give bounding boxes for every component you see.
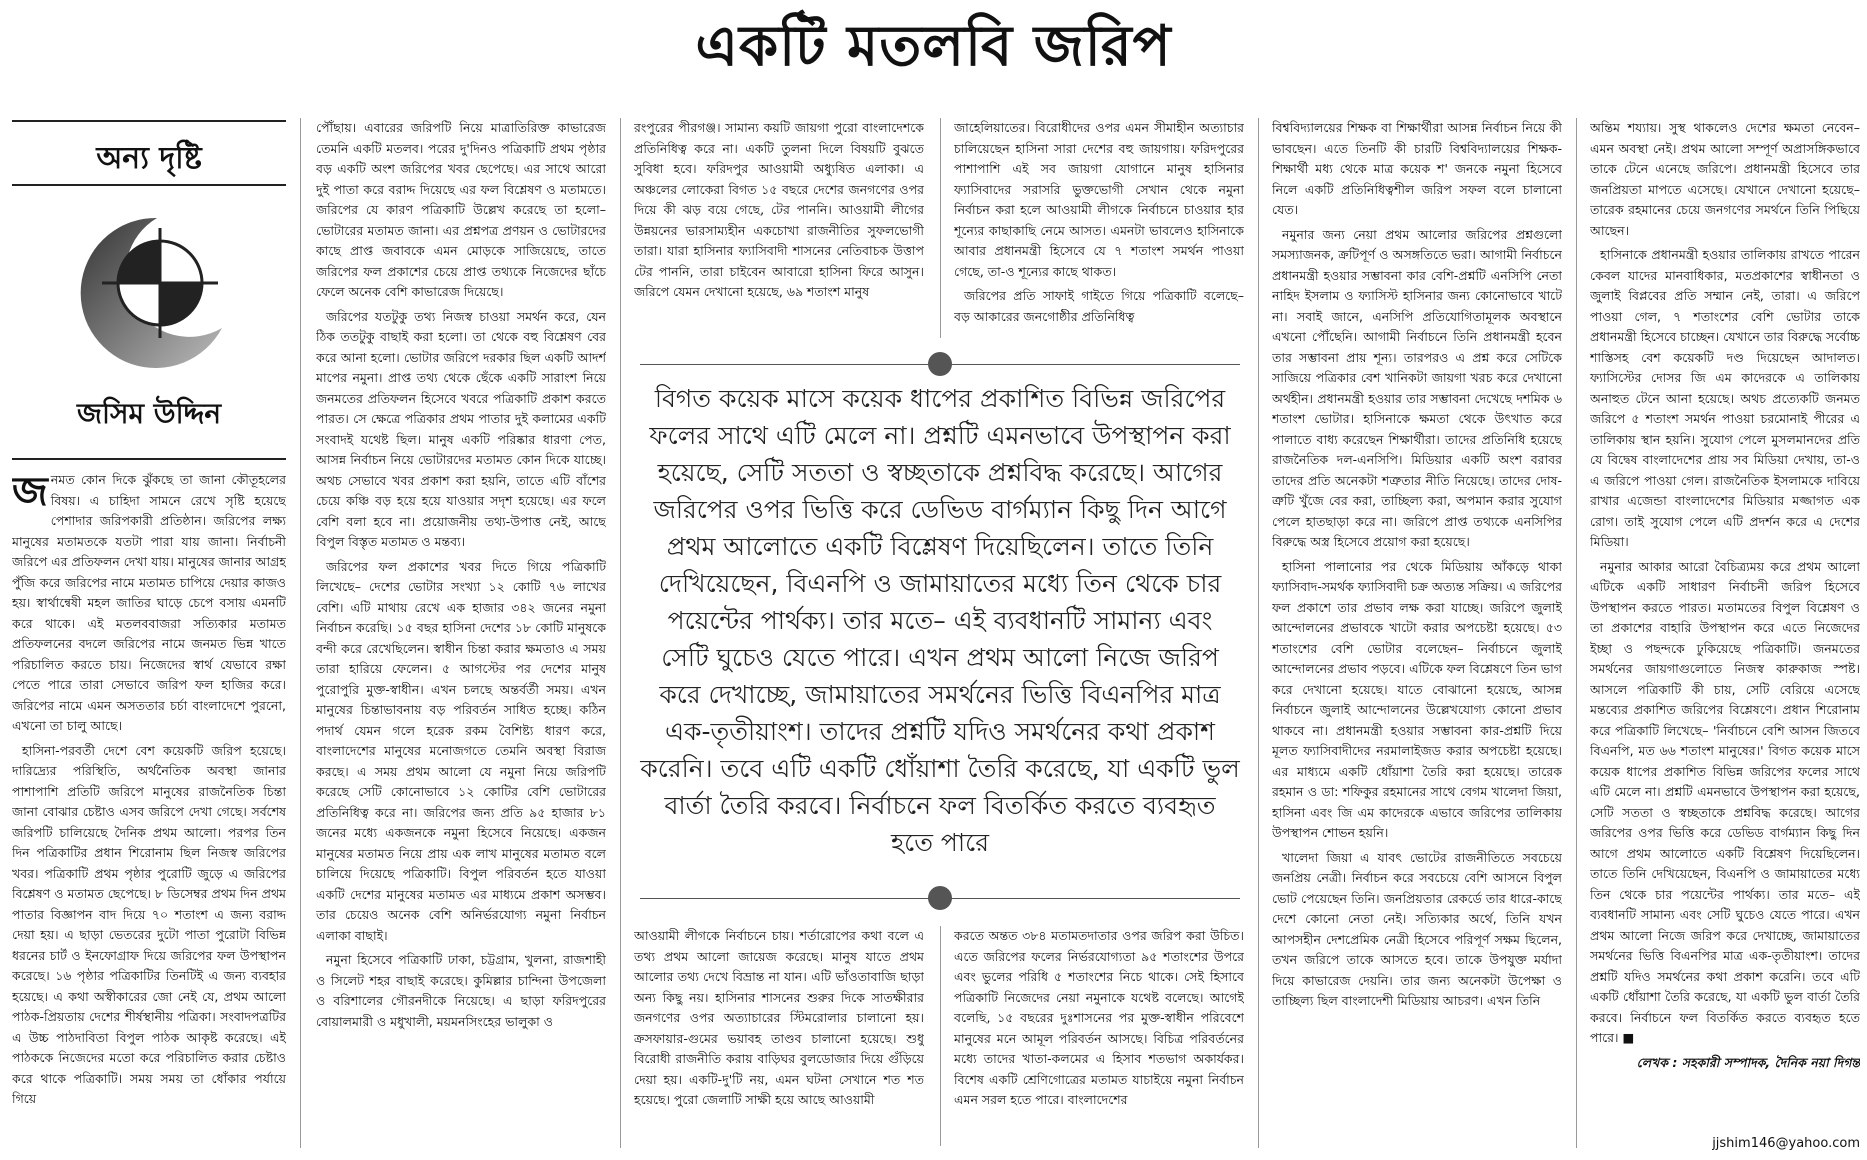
paragraph: অন্তিম শয্যায়। সুস্থ থাকলেও দেশের ক্ষমতা নেবেন– এমন অবস্থা নেই। প্রথম আলো সম্পূর্ণ অপ্রাসঙ্গিকভাবে তাকে টেনে এনেছে জরিপে। প্রধানমন্ত্রী হিসেবে তার জনপ্রিয়তা মাপতে এসেছে। যেখানে দেখানো হয়েছে– তারেক রহমানের চেয়ে জনগণের সমর্থনে তিনি পিছিয়ে আছেন।: [1590, 120, 1860, 238]
paragraph: জরিপের প্রতি সাফাই গাইতে গিয়ে পত্রিকাটি বলেছে– বড় আকারের জনগোষ্ঠীর প্রতিনিধিত্ব: [954, 288, 1244, 324]
byline-box: [12, 120, 286, 460]
paragraph: পৌঁছায়। এবারের জরিপটি নিয়ে মাত্রাতিরিক্ত কাভারেজ তেমনি একটি মতলব। পরের দু'দিনও পত্রিকাটি প্রথম পৃষ্ঠার বড় একটি অংশ জরিপের খবর ছেপেছে। এর সাথে আরো দুই পাতা করে বরাদ্দ দিয়েছে এর ফল বিশ্লেষণ ও মতামতে। জরিপের যে কারণ পত্রিকাটি উল্লেখ করেছে তা হলো– ভোটারের মতামত জানা। এর প্রশ্নপত্র প্রণয়ন ও ভোটারদের কাছে প্রাপ্ত জবাবকে এমন মোড়কে সাজিয়েছে, তাতে জরিপের ফল প্রকাশের চেয়ে প্রাপ্ত তথ্যকে নিজেদের ছাঁচে ফেলে অনেক বেশি কাভারেজ দিয়েছে।: [316, 120, 606, 299]
column-1: [12, 470, 286, 1140]
column-rule: [1576, 118, 1577, 1148]
paragraph: হাসিনা পালানোর পর থেকে মিডিয়ায় আঁকড়ে থাকা ফ্যাসিবাদ-সমর্থক ফ্যাসিবাদী চক্র অত্যন্ত সক্রিয়। এ জরিপের ফল প্রকাশে তার প্রভাব লক্ষ করা যাচ্ছে। জরিপে জুলাই আন্দোলনের প্রভাবকে খাটো করার অপচেষ্টা হয়েছে। ৫৩ শতাংশের বেশি ভোটার বলেছেন– নির্বাচনে জুলাই আন্দোলনের প্রভাব পড়বে। এটিকে ফল বিশ্লেষণে তিন ভাগ করে দেখানো হয়েছে। যাতে বোঝানো হয়েছে, আসন্ন নির্বাচনে জুলাই আন্দোলনের উল্লেখযোগ্য কোনো প্রভাব থাকবে না। প্রধানমন্ত্রী হওয়ার সম্ভাবনা কার-প্রশ্নটি দিয়ে মূলত ফ্যাসিবাদীদের নরমালাইজড করার অপচেষ্টা হয়েছে। এর মাধ্যমে একটি ধোঁয়াশা তৈরি করা হয়েছে। তারেক রহমান ও ডা: শফিকুর রহমানের সাথে বেগম খালেদা জিয়া, হাসিনা এবং জি এম কাদেরকে এভাবে জরিপের তালিকায় উপস্থাপন শোভন হয়নি।: [1272, 558, 1562, 840]
paragraph: নমুনার আকার আরো বৈচিত্র্যময় করে প্রথম আলো এটিকে একটি সাধারণ নির্বাচনী জরিপ হিসেবে উপস্থাপন করতে পারত। মতামতের বিপুল বিশ্লেষণ ও তা প্রকাশের বাহারি উপস্থাপন করে এতে নিজেদের ইচ্ছা ও পছন্দকে ঢুকিয়েছে পত্রিকাটি। জনমতের সমর্থনের জায়গাগুলোতে নিজস্ব কারুকাজ স্পষ্ট। আসলে পত্রিকাটি কী চায়, সেটি বেরিয়ে এসেছে মন্তব্যের প্রকাশিত জরিপের বিশ্লেষণে। প্রধান শিরোনাম করে পত্রিকাটি লিখেছে– 'নির্বাচনে বেশি আসন জিতবে বিএনপি, মত ৬৬ শতাংশ মানুষের।' বিগত কয়েক মাসে কয়েক ধাপের প্রকাশিত বিভিন্ন জরিপের ফলের সাথে এটি মেলে না। প্রশ্নটি এমনভাবে উপস্থাপন করা হয়েছে, সেটি সততা ও স্বচ্ছতাকে প্রশ্নবিদ্ধ করেছে। আগের জরিপের ওপর ভিত্তি করে ডেভিড বার্গম্যান কিছু দিন আগে প্রথম আলোতে একটি বিশ্লেষণ দিয়েছিলেন। তাতে তিনি দেখিয়েছেন, বিএনপি ও জামায়াতের মধ্যে তিন থেকে চার পয়েন্টের পার্থক্য। তার মতে– এই ব্যবধানটি সামান্য এবং সেটি ঘুচেও যেতে পারে। এখন প্রথম আলো নিজে জরিপ করে দেখাচ্ছে, জামায়াতের সমর্থনের ভিত্তি বিএনপির মাত্র এক-তৃতীয়াংশ। তাদের প্রশ্নটি যদিও সমর্থনের কথা প্রকাশ করেনি। তবে এটি একটি ধোঁয়াশা তৈরি করেছে, যা একটি ভুল বার্তা তৈরি করবে। নির্বাচনে ফল বিতর্কিত করতে ব্যবহৃত হতে পারে। ■: [1590, 558, 1860, 1045]
paragraph: নমুনার জন্য নেয়া প্রথম আলোর জরিপের প্রশ্নগুলো সমস্যাজনক, ক্রটিপূর্ণ ও অসঙ্গতিতে ভরা। আগামী নির্বাচনে প্রধানমন্ত্রী হওয়ার সম্ভাবনা কার বেশি-প্রশ্নটি এনসিপি নেতা নাহিদ ইসলাম ও ফ্যাসিস্ট হাসিনার জন্য কোনোভাবে খাটে না। সবাই জানে, এনসিপি প্রতিযোগিতামূলক অবস্থানে এখনো পৌঁছেনি। আগামী নির্বাচনে তিনি প্রধানমন্ত্রী হবেন তার সম্ভাবনা প্রায় শূন্য। তারপরও এ প্রশ্ন করে সেটিকে সাজিয়ে পত্রিকার বেশ খানিকটা জায়গা খরচ করে দেখানো অর্থহীন। প্রধানমন্ত্রী হওয়ার তার সম্ভাবনা দেখেছে দশমিক ৬ শতাংশ ভোটার। হাসিনাকে ক্ষমতা থেকে উৎখাত করে পালাতে বাধ্য করেছেন শিক্ষার্থীরা। তাদের প্রতিনিধি হয়েছে রাজনৈতিক দল-এনসিপি। মিডিয়ার একটি অংশ বরাবর তাদের প্রতি অনেকটা শত্রুতার নীতি নিয়েছে। তাদের দোষ-ত্রুটি খুঁজে বের করা, তাচ্ছিল্য করা, অপমান করার সুযোগ পেলে হাতছাড়া করে না। জরিপে প্রাপ্ত তথ্যকে এনসিপির বিরুদ্ধে অস্ত্র হিসেবে প্রয়োগ করা হয়েছে।: [1272, 226, 1562, 549]
paragraph: জাহেলিয়াতের। বিরোধীদের ওপর এমন সীমাহীন অত্যাচার চালিয়েছেন হাসিনা সারা দেশের বহু জায়গায়। ফরিদপুরের পাশাপাশি এই সব জায়গা যোগানে মানুষ হাসিনার ফ্যাসিবাদের সরাসরি ভুক্তভোগী সেখান থেকে নমুনা নির্বাচন করা হলে আওয়ামী লীগকে নির্বাচনে চাওয়ার হার শূন্যের কাছাকাছি নেমে আসত। এমনটা ভাবলেও হাসিনাকে আবার প্রধানমন্ত্রী হিসেবে যে ৭ শতাংশ সমর্থন পাওয়া গেছে, তা-ও শূন্যের কাছে থাকত।: [954, 120, 1244, 279]
paragraph: নমুনা হিসেবে পত্রিকাটি ঢাকা, চট্টগ্রাম, খুলনা, রাজশাহী ও সিলেট শহর বাছাই করেছে। কুমিল্লার চান্দিনা উপজেলা ও বরিশালের গৌরনদীকে নিয়েছে। এ ছাড়া ফরিদপুরের বোয়ালমারী ও মধুখালী, ময়মনসিংহের ভালুকা ও: [316, 952, 606, 1029]
paragraph: জনমত কোন দিকে ঝুঁকছে তা জানা কৌতূহলের বিষয়। এ চাহিদা সামনে রেখে সৃষ্টি হয়েছে পেশাদার জরিপকারী প্রতিষ্ঠান। জরিপের লক্ষ্য মানুষের মতামতকে যতটা পারা যায় জানা। নির্বাচনী জরিপে এর প্রতিফলন দেখা যায়। মানুষের জানার আগ্রহ পুঁজি করে জরিপের নামে মতামত চাপিয়ে দেয়ার কাজও হয়। স্বার্থান্বেষী মহল জাতির ঘাড়ে চেপে বসায় এমনটি করে থাকে। এই মতলববাজরা সত্যিকার মতামত প্রতিফলনের বদলে জরিপের নামে জনমত ভিন্ন খাতে পরিচালিত করতে চায়। নিজেদের স্বার্থ যেভাবে রক্ষা পেতে পারে তারা সেভাবে জরিপ ফল হাজির করে। জরিপের নামে এমন অসততার চর্চা বাংলাদেশে পুরনো, এখনো তা চালু আছে।: [12, 470, 286, 733]
column-rule: [1258, 118, 1259, 1148]
paragraph: খালেদা জিয়া এ যাবৎ ভোটের রাজনীতিতে সবচেয়ে জনপ্রিয় নেত্রী। নির্বাচন করে সবচেয়ে বেশি আসনে বিপুল ভোট পেয়েছেন তিনি। জনপ্রিয়তার রেকর্ডে তার ধারে-কাছে দেশে কোনো নেতা নেই। সত্যিকার অর্থে, তিনি যখন আপসহীন দেশপ্রেমিক নেত্রী হিসেবে পরিপূর্ণ সক্ষম ছিলেন, তখন জরিপে তাকে আসতে হবে। তাকে উপযুক্ত মর্যাদা দিয়ে কাভারেজ দেয়নি। তার জন্য অনেকটা উপেক্ষা ও তাচ্ছিল্য ছিল বাংলাদেশী মিডিয়ায় আচরণ। এখন তিনি: [1272, 849, 1562, 1008]
column-3-bottom: [634, 926, 924, 1146]
pull-quote: বিগত কয়েক মাসে কয়েক ধাপের প্রকাশিত বিভিন্ন জরিপের ফলের সাথে এটি মেলে না। প্রশ্নটি এমনভাবে উপস্থাপন করা হয়েছে, সেটি সততা ও স্বচ্ছতাকে প্রশ্নবিদ্ধ করেছে। আগের জরিপের ওপর ভিত্তি করে ডেভিড বার্গম্যান কিছু দিন আগে প্রথম আলোতে একটি বিশ্লেষণ দিয়েছিলেন। তাতে তিনি দেখিয়েছেন, বিএনপি ও জামায়াতের মধ্যে তিন থেকে চার পয়েন্টের পার্থক্য। তার মতে– এই ব্যবধানটি সামান্য এবং সেটি ঘুচেও যেতে পারে। এখন প্রথম আলো নিজে জরিপ করে দেখাচ্ছে, জামায়াতের সমর্থনের ভিত্তি বিএনপির মাত্র এক-তৃতীয়াংশ। তাদের প্রশ্নটি যদিও সমর্থনের কথা প্রকাশ করেনি। তবে এটি একটি ধোঁয়াশা তৈরি করেছে, যা একটি ভুল বার্তা তৈরি করবে। নির্বাচনে ফল বিতর্কিত করতে ব্যবহৃত হতে পারে: [640, 384, 1240, 857]
column-rule: [620, 118, 621, 1148]
column-rule: [940, 926, 941, 1146]
pullquote-bottom-dot: [928, 886, 952, 910]
paragraph: করতে অন্তত ৩৮৪ মতামতদাতার ওপর জরিপ করা উচিত। এতে জরিপের ফলের নির্ভরযোগ্যতা ৯৫ শতাংশের উপরে এবং ভুলের পরিধি ৫ শতাংশের নিচে থাকে। সেই হিসাবে পত্রিকাটি নিজেদের নেয়া নমুনাকে যথেষ্ট বলেছে। আগেই বলেছি, ১৫ বছরের দুঃশাসনের পর মুক্ত-স্বাধীন পরিবেশে মানুষের মনে আমূল পরিবর্তন আসছে। বিচিত্র পরিবর্তনের মধ্যে তাদের খাতা-কলমের এ হিসাব শতভাগ অকার্যকর। বিশেষ একটি শ্রেণিগোত্রের মতামত যাচাইয়ে নমুনা নির্বাচন এমন সরল হতে পারে। বাংলাদেশের: [954, 928, 1244, 1107]
column-rule: [300, 118, 301, 1148]
pullquote-top-dot: [928, 352, 952, 376]
paragraph: বিশ্ববিদ্যালয়ের শিক্ষক বা শিক্ষার্থীরা আসন্ন নির্বাচন নিয়ে কী ভাবছেন। এতে তিনটি কী চারটি বিশ্ববিদ্যালয়ের শিক্ষক-শিক্ষার্থী মধ্য থেকে মাত্র কয়েক শ' জনকে নমুনা হিসেবে নিলে একটি প্রতিনিধিত্বশীল জরিপ সফল বলে চালানো যেত।: [1272, 120, 1562, 217]
column-4-bottom: [954, 926, 1244, 1146]
paragraph: জরিপের যতটুকু তথ্য নিজস্ব চাওয়া সমর্থন করে, যেন ঠিক ততটুকু বাছাই করা হলো। তা থেকে বহু বিশ্লেষণ বের করে আনা হলো। ভোটার জরিপে দরকার ছিল একটি আদর্শ মাপের নমুনা। প্রাপ্ত তথ্য থেকে ছেঁকে একটি সারাংশ নিয়ে জনমতের প্রতিফলন হিসেবে খবরে পত্রিকাটি প্রকাশ করতে পারত। সে ক্ষেত্রে পত্রিকার প্রথম পাতার দুই কলামের একটি সংবাদই যথেষ্ট ছিল। মানুষ একটি পরিষ্কার ধারণা পেত, আসন্ন নির্বাচন নিয়ে ভোটারদের মতামত কোন দিকে যাচ্ছে। অথচ সেভাবে খবর প্রকাশ করা হয়নি, তাতে এটি বাঁশের চেয়ে কঞ্চি বড় হয়ে হয়ে যাওয়ার সদৃশ হয়েছে। এর ফলে বেশি বলা হবে না। প্রয়োজনীয় তথ্য-উপাত্ত নেই, আছে বিপুল বিস্তৃত মতামত ও মন্তব্য।: [316, 308, 606, 549]
headline: একটি মতলবি জরিপ: [695, 13, 1172, 79]
top-rule: [12, 120, 286, 122]
paragraph: হাসিনাকে প্রধানমন্ত্রী হওয়ার তালিকায় রাখতে পারেন কেবল যাদের মানবাধিকার, মতপ্রকাশের স্বাধীনতা ও জুলাই বিপ্লবের প্রতি সম্মান নেই, তারা। এ জরিপে পাওয়া গেল, ৭ শতাংশের বেশি ভোটার তাকে প্রধানমন্ত্রী হিসেবে চাচ্ছেন। যেখানে তার বিরুদ্ধে সর্বোচ্চ শাস্তিসহ বেশ কয়েকটি দণ্ড দিয়েছেন আদালত। ফ্যাসিস্টের দোসর জি এম কাদেরকে এ তালিকায় অনাহুত টেনে আনা হয়েছে। অথচ প্রত্যেকটি জনমত জরিপে ৫ শতাংশ সমর্থন পাওয়া চরমোনাই পীরের এ তালিকায় স্থান হয়নি। সুযোগ পেলে মুসলমানদের প্রতি যে বিদ্বেষ বাংলাদেশের প্রায় সব মিডিয়া দেখায়, তা-ও এ জরিপে পাওয়া গেল। রাজনৈতিক ইসলামকে দাবিয়ে রাখার এজেন্ডা বাংলাদেশের মিডিয়ার মজ্জাগত এক রোগ। তাই সুযোগ পেলে এটি প্রদর্শন করে এ দেশের মিডিয়া।: [1590, 247, 1860, 549]
column-5: [1272, 118, 1562, 1148]
paragraph: হাসিনা-পরবর্তী দেশে বেশ কয়েকটি জরিপ হয়েছে। দারিদ্র্যের পরিস্থিতি, অর্থনৈতিক অবস্থা জানার পাশাপাশি প্রতিটি জরিপে মানুষের রাজনৈতিক চিন্তা জানা বোঝার চেষ্টাও এসব জরিপে দেখা গেছে। সর্বশেষ জরিপটি চালিয়েছে দৈনিক প্রথম আলো। পরপর তিন দিন পত্রিকাটির প্রধান শিরোনাম ছিল নিজস্ব জরিপের খবর। পত্রিকাটি প্রথম পৃষ্ঠার পুরোটি জুড়ে এ জরিপের বিশ্লেষণ ও মতামত ছেপেছে। ৮ ডিসেম্বর প্রথম দিন প্রথম পাতার বিজ্ঞাপন বাদ দিয়ে ৭০ শতাংশ এ জন্য বরাদ্দ দেয়া হয়। এ ছাড়া ভেতরের দুটো পাতা পুরোটা বিভিন্ন ধরনের চার্ট ও ইনফোগ্রাফ দিয়ে জরিপের ফল উপস্থাপন করেছে। ১৬ পৃষ্ঠার পত্রিকাটির তিনটিই এ জন্য ব্যবহার হয়েছে। এ কথা অস্বীকারের জো নেই যে, প্রথম আলো পাঠক-প্রিয়তায় দেশের শীর্ষস্থানীয় পত্রিকা। সংবাদপত্রটির এ উচ্চ পাঠদাবিতা বিপুল পাঠক আকৃষ্ট করেছে। এই পাঠককে নিজেদের মতো করে পরিচালিত করার চেষ্টাও করে থাকে পত্রিকাটি। সময় সময় তা ধোঁকার পর্যায়ে গিয়ে: [12, 742, 286, 1106]
column-2: [316, 118, 606, 1148]
author-email: jjshim146@yahoo.com: [1712, 1136, 1860, 1151]
paragraph: আওয়ামী লীগকে নির্বাচনে চায়। শর্তারোপের কথা বলে এ তথ্য প্রথম আলো জায়েজ করেছে। মানুষ যাতে প্রথম আলোর তথ্য দেখে বিভ্রান্ত না যান। এটি ভাঁওতাবাজি ছাড়া অন্য কিছু নয়। হাসিনার শাসনের শুরুর দিকে সাতক্ষীরার জনগণের ওপর অত্যাচারের স্টিমরোলার চালানো হয়। ক্রসফায়ার-গুমের ভয়াবহ তাণ্ডব চালানো হয়েছে। শুধু বিরোধী রাজনীতি করায় বাড়িঘর বুলডোজার দিয়ে গুঁড়িয়ে দেয়া হয়। একটি-দু'টি নয়, এমন ঘটনা সেখানে শত শত হয়েছে। পুরো জেলাটি সাক্ষী হয়ে আছে আওয়ামী: [634, 928, 924, 1107]
paragraph: রংপুরের পীরগঞ্জ। সামান্য কয়টি জায়গা পুরো বাংলাদেশকে প্রতিনিধিত্ব করে না। একটি তুলনা দিলে বিষয়টি বুঝতে সুবিধা হবে। ফরিদপুর আওয়ামী অধ্যুষিত এলাকা। এ অঞ্চলের লোকেরা বিগত ১৫ বছরে দেশের জনগণের ওপর দিয়ে কী ঝড় বয়ে গেছে, টের পাননি। আওয়ামী লীগের উন্নয়নের ভারসাম্যহীন একচোখা রাজনীতির সুফলভোগী তারা। যারা হাসিনার ফ্যাসিবাদী শাসনের নেতিবাচক উত্তাপ টের পাননি, তারা চাইবেন আবারো হাসিনা ফিরে আসুন। জরিপে যেমন দেখানো হয়েছে, ৬৯ শতাংশ মানুষ: [634, 120, 924, 299]
column-label: অন্য দৃষ্টি: [96, 141, 202, 176]
author-note: লেখক : সহকারী সম্পাদক, দৈনিক নয়া দিগন্ত: [1636, 1054, 1860, 1070]
author-name: জসিম উদ্দিন: [76, 397, 222, 430]
column-logo-icon: [62, 208, 232, 378]
column-3-top: [634, 118, 924, 338]
paragraph: জরিপের ফল প্রকাশের খবর দিতে গিয়ে পত্রিকাটি লিখেছে– দেশের ভোটার সংখ্যা ১২ কোটি ৭৬ লাখের বেশি। এটি মাথায় রেখে এক হাজার ৩৪২ জনের নমুনা নির্বাচন করেছি। ১৫ বছর হাসিনা দেশের ১৮ কোটি মানুষকে বন্দী করে রেখেছিলেন। স্বাধীন চিন্তা করার ক্ষমতাও এ সময় তারা হারিয়ে ফেলেন। ৫ আগস্টের পর দেশের মানুষ পুরোপুরি মুক্ত-স্বাধীন। এখন চলছে অন্তর্বর্তী সময়। এখন মানুষের চিন্তাভাবনায় বড় পরিবর্তন সাধিত হচ্ছে। কঠিন পদার্থ যেমন গলে হরেক রকম বৈশিষ্ট্য ধারণ করে, বাংলাদেশের মানুষের মনোজগতে তেমনি অবস্থা বিরাজ করছে। এ সময় প্রথম আলো যে নমুনা নিয়ে জরিপটি করেছে সেটি কোনোভাবে ১২ কোটির বেশি ভোটারের প্রতিনিধিত্ব করে না। জরিপের জন্য প্রতি ৯৫ হাজার ৮১ জনের মধ্যে একজনকে নমুনা হিসেবে নিয়েছে। একজন মানুষের মতামত নিয়ে প্রায় এক লাখ মানুষের মতামত বলে চালিয়ে দিয়েছে পত্রিকাটি। বিপুল পরিবর্তন হতে যাওয়া একটি দেশের মানুষের মতামত এর মাধ্যমে প্রকাশ অসম্ভব। তার চেয়েও অনেক বেশি অনির্ভরযোগ্য নমুনা নির্বাচন এলাকা বাছাই।: [316, 558, 606, 943]
column-4-top: [954, 118, 1244, 338]
label-rule: [12, 184, 286, 186]
drop-cap: জ: [12, 470, 48, 515]
bottom-rule: [12, 458, 286, 460]
column-6: [1590, 118, 1860, 1128]
column-rule: [940, 118, 941, 338]
